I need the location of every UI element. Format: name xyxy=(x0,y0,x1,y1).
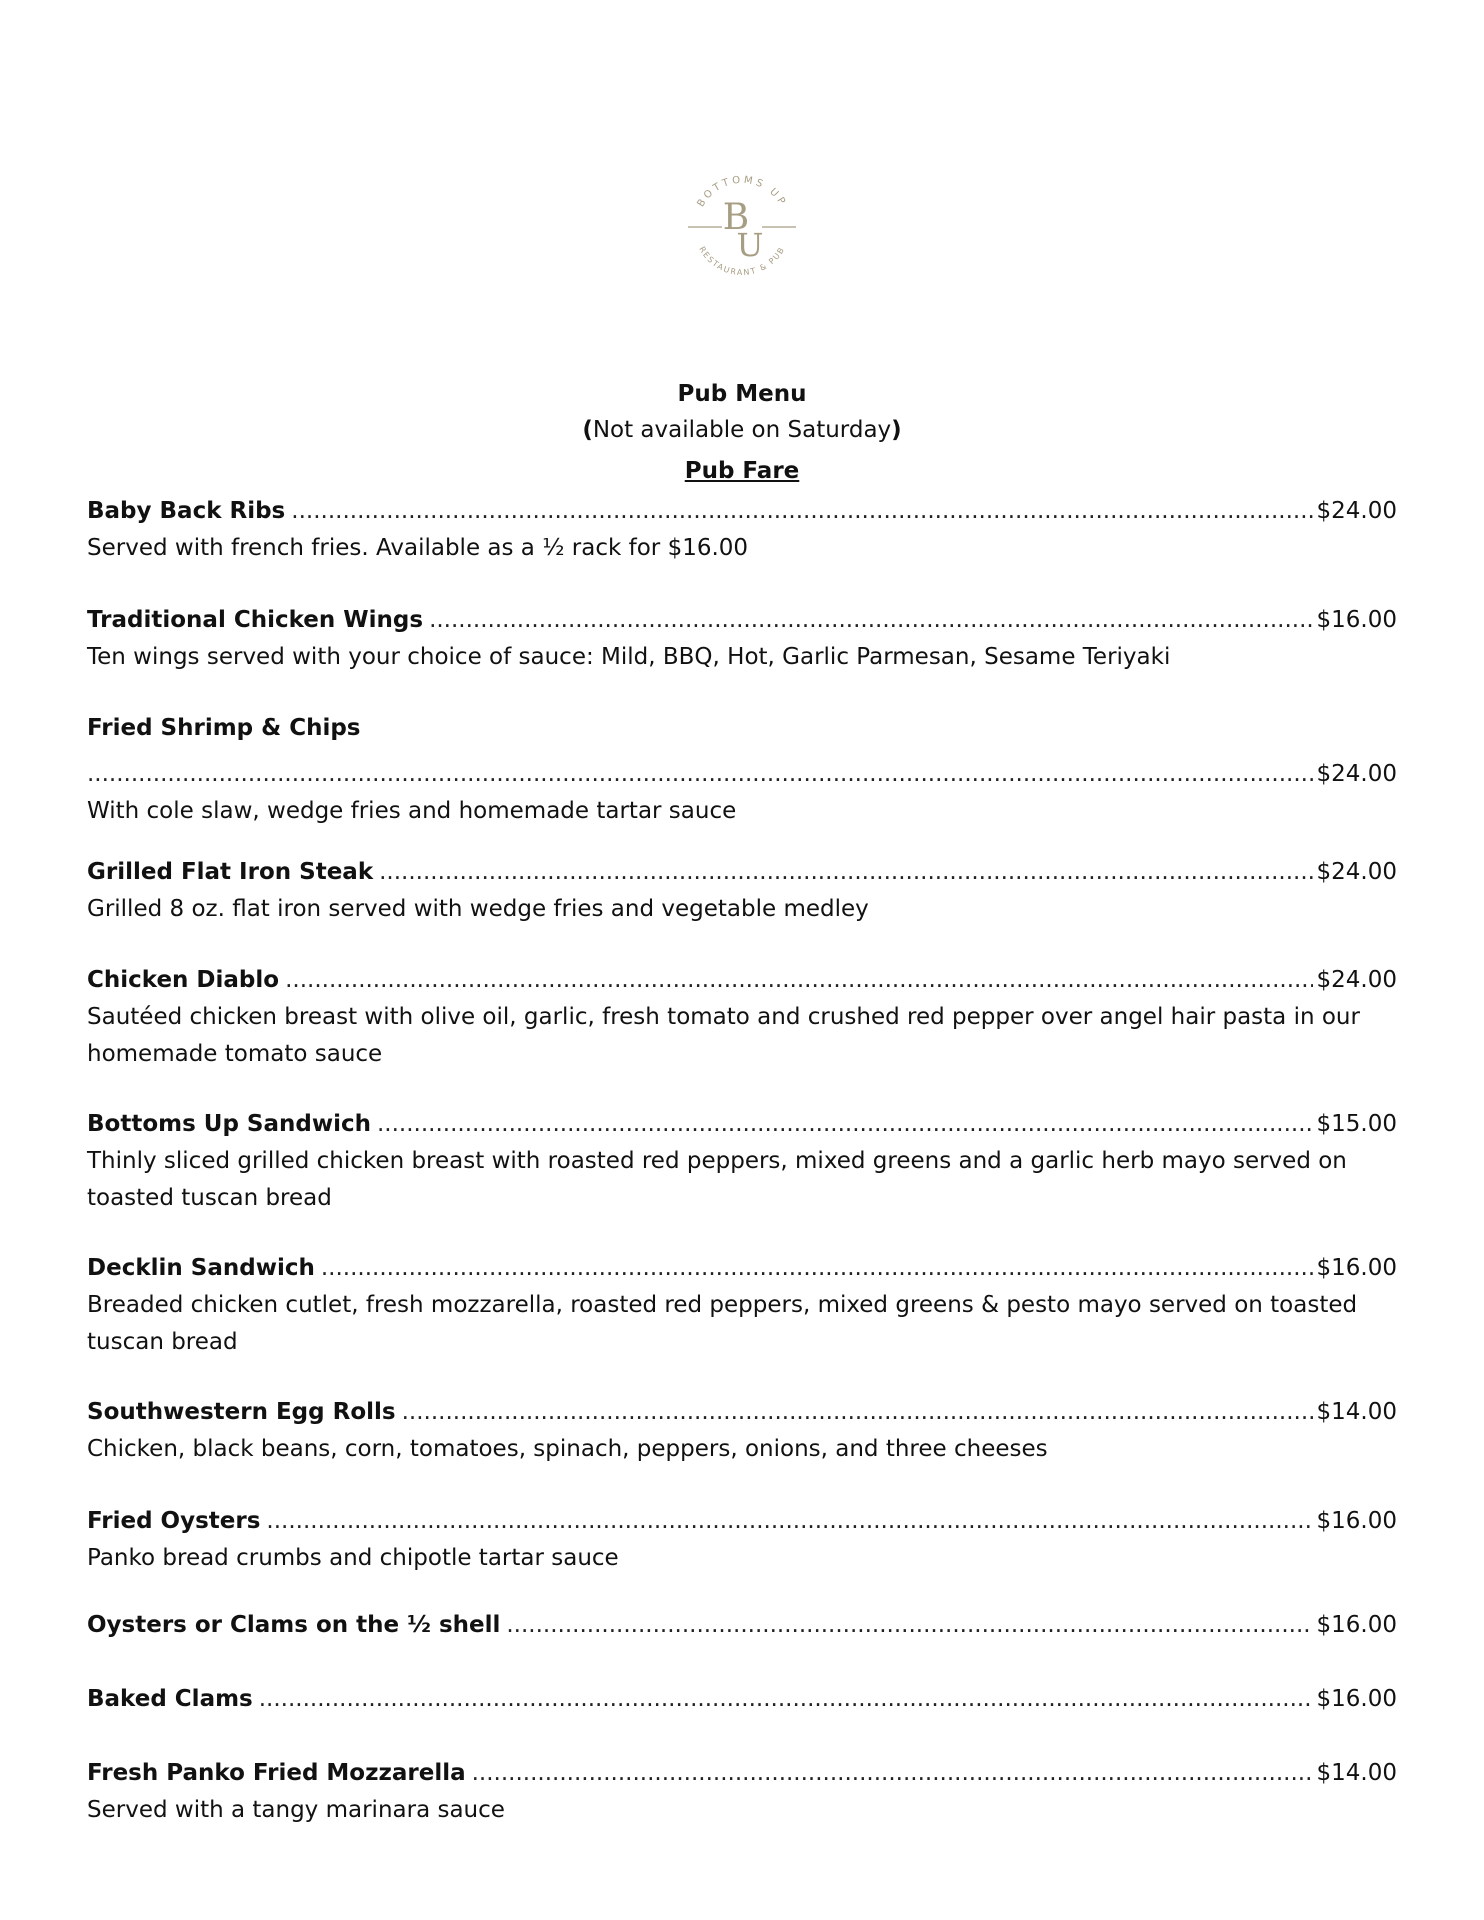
menu-item xyxy=(87,1755,1397,1829)
item-price: $24.00 xyxy=(1316,859,1397,885)
item-description: Thinly sliced grilled chicken breast with roasted red peppers, mixed greens and a garlic herb mayo served on toasted tuscan bread xyxy=(87,1148,1347,1211)
item-description: Served with french fries. Available as a ½ rack for $16.00 xyxy=(87,535,749,561)
item-description: Ten wings served with your choice of sauce: Mild, BBQ, Hot, Garlic Parmesan, Sesame Teriyaki xyxy=(87,644,1171,670)
item-name: Chicken Diablo xyxy=(87,967,280,993)
item-description: Chicken, black beans, corn, tomatoes, spinach, peppers, onions, and three cheeses xyxy=(87,1436,1048,1462)
menu-item xyxy=(87,710,1397,830)
menu-item xyxy=(87,854,1397,928)
item-price: $16.00 xyxy=(1316,1508,1397,1534)
leader-dots xyxy=(429,602,1312,638)
item-price: $16.00 xyxy=(1316,1612,1397,1638)
item-name: Bottoms Up Sandwich xyxy=(87,1111,371,1137)
item-name: Fried Oysters xyxy=(87,1508,261,1534)
item-price: $14.00 xyxy=(1316,1399,1397,1425)
section-heading: Pub Fare xyxy=(684,458,800,484)
logo-monogram-u: U xyxy=(736,226,764,264)
logo-monogram-b: B xyxy=(722,197,750,238)
item-description: Panko bread crumbs and chipotle tartar sauce xyxy=(87,1545,619,1571)
leader-dots xyxy=(379,854,1312,890)
menu-item xyxy=(87,1607,1397,1643)
item-name: Grilled Flat Iron Steak xyxy=(87,859,374,885)
menu-item xyxy=(87,1394,1397,1468)
item-name: Traditional Chicken Wings xyxy=(87,607,424,633)
menu-item xyxy=(87,1503,1397,1577)
menu-item xyxy=(87,962,1397,1073)
logo-brand-top: BOTTOMS UP xyxy=(695,174,789,210)
leader-dots xyxy=(402,1394,1313,1430)
menu-item xyxy=(87,1681,1397,1717)
item-name: Baked Clams xyxy=(87,1686,253,1712)
leader-dots xyxy=(266,1503,1312,1539)
item-name: Oysters or Clams on the ½ shell xyxy=(87,1612,501,1638)
leader-dots xyxy=(321,1250,1313,1286)
note-text: Not available on Saturday xyxy=(592,417,892,443)
item-price: $24.00 xyxy=(1316,967,1397,993)
menu-item xyxy=(87,493,1397,567)
item-name: Baby Back Ribs xyxy=(87,498,286,524)
item-description: Sautéed chicken breast with olive oil, garlic, fresh tomato and crushed red pepper over angel hair pasta in our homemade tomato sauce xyxy=(87,1004,1360,1067)
logo-brand-bottom: RESTAURANT & PUB xyxy=(697,244,787,278)
menu-title: Pub Menu xyxy=(677,381,807,407)
item-description: Breaded chicken cutlet, fresh mozzarella, roasted red peppers, mixed greens & pesto mayo served on toasted tuscan bread xyxy=(87,1292,1358,1355)
menu-item xyxy=(87,1250,1397,1361)
item-name: Decklin Sandwich xyxy=(87,1255,315,1281)
item-price: $16.00 xyxy=(1316,1686,1397,1712)
item-description: Served with a tangy marinara sauce xyxy=(87,1797,505,1823)
leader-dots xyxy=(377,1106,1313,1142)
note-open-paren: ( xyxy=(582,417,593,443)
menu-item xyxy=(87,1106,1397,1217)
leader-dots xyxy=(285,962,1312,998)
note-close-paren: ) xyxy=(891,417,902,443)
restaurant-logo xyxy=(678,163,806,291)
leader-dots xyxy=(87,756,1313,792)
item-price: $15.00 xyxy=(1316,1111,1397,1137)
item-description: Grilled 8 oz. flat iron served with wedge fries and vegetable medley xyxy=(87,896,869,922)
leader-dots xyxy=(259,1681,1313,1717)
menu-availability-note xyxy=(0,415,1484,445)
leader-dots xyxy=(472,1755,1313,1791)
item-price: $24.00 xyxy=(1316,498,1397,524)
item-name: Southwestern Egg Rolls xyxy=(87,1399,396,1425)
menu-item xyxy=(87,602,1397,676)
leader-dots xyxy=(506,1607,1312,1643)
item-price: $16.00 xyxy=(1316,1255,1397,1281)
item-description: With cole slaw, wedge fries and homemade tartar sauce xyxy=(87,798,737,824)
item-price: $24.00 xyxy=(1316,761,1397,787)
leader-dots xyxy=(291,493,1312,529)
item-name: Fried Shrimp & Chips xyxy=(87,715,361,741)
item-price: $14.00 xyxy=(1316,1760,1397,1786)
item-price: $16.00 xyxy=(1316,607,1397,633)
item-name: Fresh Panko Fried Mozzarella xyxy=(87,1760,466,1786)
